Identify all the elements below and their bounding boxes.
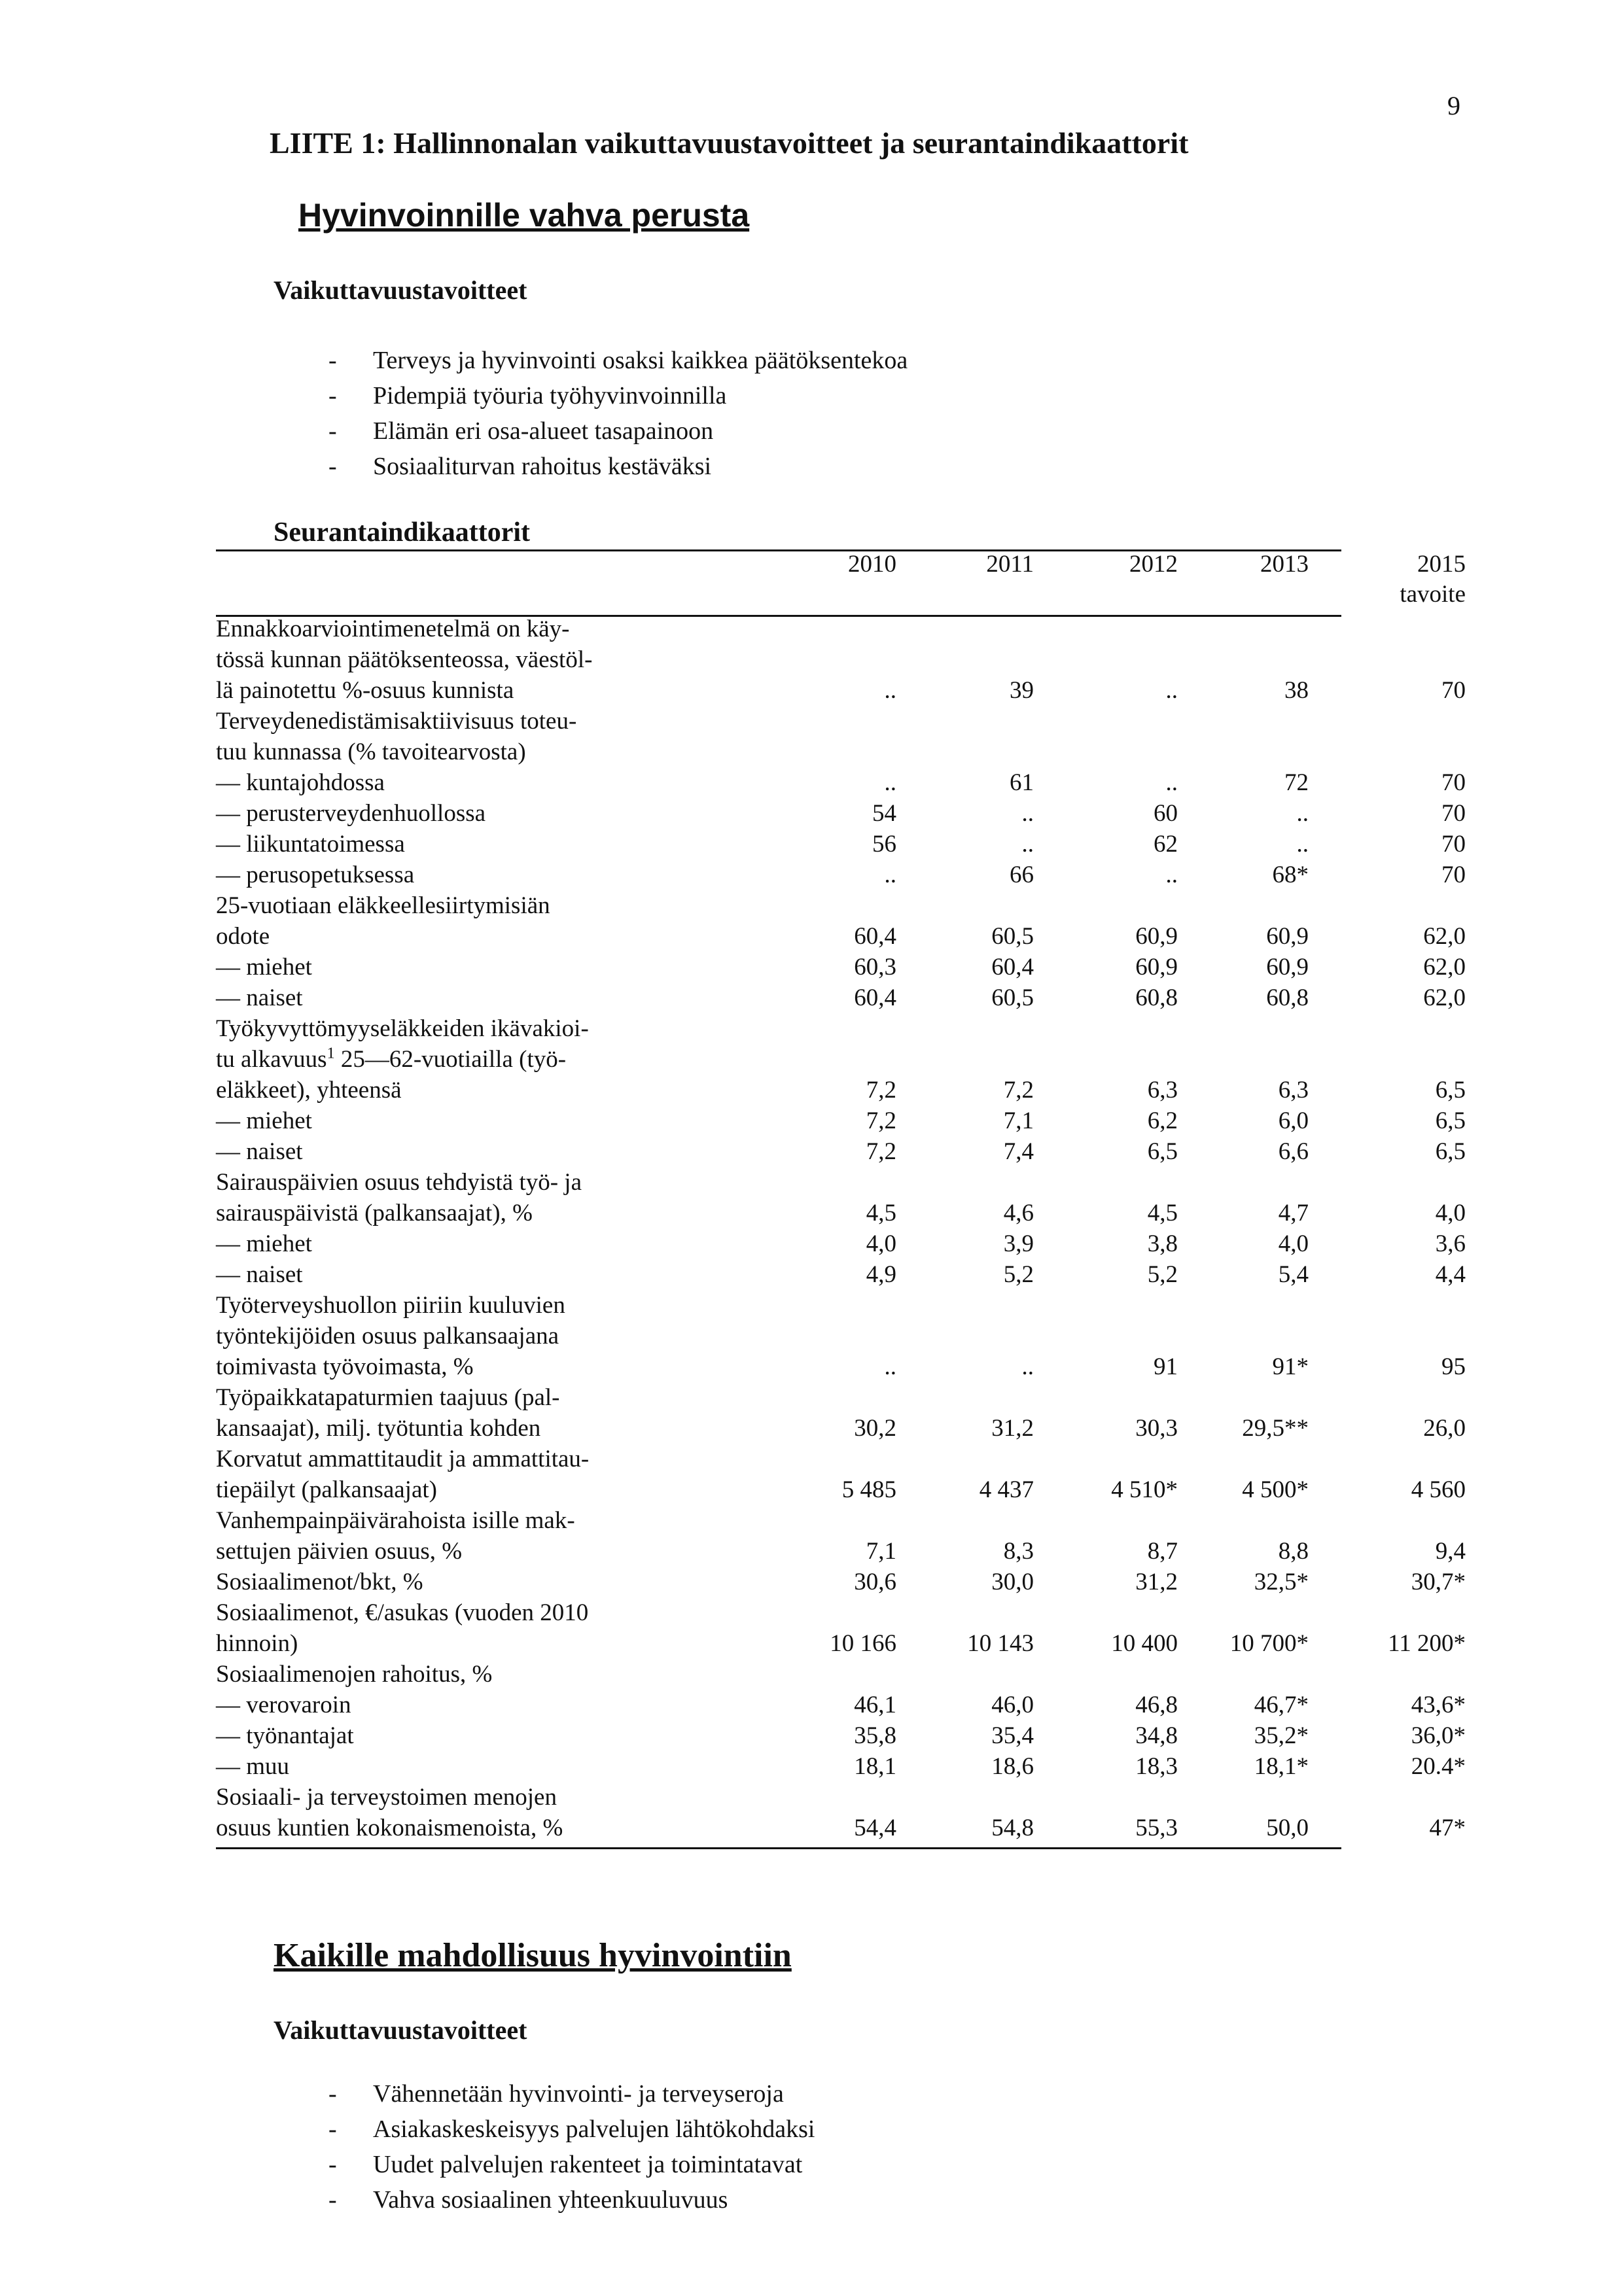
value-cell: 7,2: [866, 1077, 896, 1104]
value-cell: 46,7*: [1254, 1692, 1309, 1718]
value-cell: 4,0: [1435, 1200, 1466, 1226]
label-text: Terveydenedistämisaktiivisuus toteu-: [216, 708, 577, 735]
label-text: 25—62-vuotiailla (työ-: [334, 1046, 567, 1073]
value-cell: 5,4: [1278, 1261, 1309, 1288]
row-label-line: [216, 1228, 674, 1259]
value-cell: 35,4: [991, 1722, 1034, 1749]
goals-list-1: [328, 343, 908, 484]
row-label-line: [216, 1690, 674, 1720]
header-2012: 2012: [1129, 551, 1178, 578]
goal-text: Uudet palvelujen rakenteet ja toimintatavat: [373, 2151, 803, 2178]
value-cell: 70: [1441, 861, 1466, 888]
row-label: [216, 1105, 674, 1136]
goal-item: [328, 343, 908, 378]
row-label-line: [216, 737, 674, 767]
value-cell: 38: [1284, 677, 1309, 704]
value-cell: 7,4: [1003, 1138, 1034, 1165]
indicators-heading: Seurantaindikaattorit: [274, 517, 531, 548]
value-cell: 31,2: [991, 1415, 1034, 1442]
value-cell: ..: [1021, 1353, 1034, 1380]
table-row: [216, 1720, 1466, 1751]
row-label: [216, 1290, 674, 1382]
bullet-dash: -: [328, 2115, 337, 2143]
row-label: [216, 1382, 674, 1444]
value-cell: 8,7: [1147, 1538, 1178, 1565]
row-label-line: [216, 1321, 674, 1351]
label-text: hinnoin): [216, 1630, 298, 1657]
value-cell: 8,3: [1003, 1538, 1034, 1565]
goals-heading-2: Vaikuttavuustavoitteet: [274, 2015, 527, 2045]
table-row: [216, 1167, 1466, 1228]
label-text: osuus kuntien kokonaismenoista, %: [216, 1815, 563, 1841]
row-label-line: [216, 1474, 674, 1505]
value-cell: 6,6: [1278, 1138, 1309, 1165]
label-text: odote: [216, 923, 270, 950]
value-cell: 4,0: [1278, 1230, 1309, 1257]
value-cell: 56: [872, 831, 896, 858]
value-cell: 20.4*: [1411, 1753, 1466, 1780]
table-row: [216, 767, 1466, 798]
row-label: [216, 1659, 674, 1690]
value-cell: 10 400: [1111, 1630, 1178, 1657]
row-label-line: [216, 1720, 674, 1751]
value-cell: ..: [1296, 800, 1309, 827]
value-cell: 36,0*: [1411, 1722, 1466, 1749]
value-cell: 18,1*: [1254, 1753, 1309, 1780]
row-label: [216, 890, 674, 952]
row-label: [216, 1567, 674, 1597]
row-label: [216, 1782, 674, 1843]
value-cell: ..: [884, 677, 896, 704]
bullet-dash: -: [328, 347, 337, 374]
table-row: [216, 1013, 1466, 1105]
value-cell: 6,5: [1435, 1138, 1466, 1165]
row-label-line: [216, 1628, 674, 1659]
header-2011: 2011: [986, 551, 1034, 578]
label-text: Sosiaalimenojen rahoitus, %: [216, 1661, 493, 1688]
label-text: Sosiaalimenot/bkt, %: [216, 1569, 423, 1595]
row-label-line: [216, 1444, 674, 1474]
row-label: [216, 798, 674, 829]
value-cell: 70: [1441, 831, 1466, 858]
value-cell: 35,2*: [1254, 1722, 1309, 1749]
bullet-dash: -: [328, 417, 337, 445]
label-text: Sairauspäivien osuus tehdyistä työ- ja: [216, 1169, 582, 1196]
row-label-line: [216, 1597, 674, 1628]
value-cell: 60,5: [991, 984, 1034, 1011]
row-label-line: [216, 1044, 674, 1075]
value-cell: ..: [1021, 800, 1034, 827]
value-cell: ..: [1296, 831, 1309, 858]
section-heading-2: Kaikille mahdollisuus hyvinvointiin: [274, 1937, 792, 1974]
row-label-line: [216, 1290, 674, 1321]
row-label: [216, 1751, 674, 1782]
row-label: [216, 706, 674, 767]
label-text: Vanhempainpäivärahoista isille mak-: [216, 1507, 575, 1534]
value-cell: 39: [1010, 677, 1034, 704]
value-cell: 10 143: [967, 1630, 1034, 1657]
row-label-line: [216, 890, 674, 921]
value-cell: 9,4: [1435, 1538, 1466, 1565]
value-cell: 61: [1010, 769, 1034, 796]
row-label-line: [216, 706, 674, 737]
row-label: [216, 952, 674, 983]
value-cell: 29,5**: [1242, 1415, 1309, 1442]
label-text: tössä kunnan päätöksenteossa, väestöl-: [216, 646, 593, 673]
goals-list-2: [328, 2076, 815, 2218]
value-cell: 60,9: [1266, 954, 1309, 981]
value-cell: 60,9: [1135, 923, 1178, 950]
bullet-dash: -: [328, 453, 337, 480]
table-body: [216, 614, 1466, 1843]
table-row: [216, 890, 1466, 952]
value-cell: 18,6: [991, 1753, 1034, 1780]
row-label-line: [216, 1567, 674, 1597]
row-label: [216, 1597, 674, 1659]
value-cell: 60: [1154, 800, 1178, 827]
value-cell: 62,0: [1423, 923, 1466, 950]
page-title: LIITE 1: Hallinnonalan vaikuttavuustavoitteet ja seurantaindikaattorit: [270, 126, 1189, 160]
value-cell: 18,3: [1135, 1753, 1178, 1780]
label-text: — liikuntatoimessa: [216, 831, 405, 858]
table-row: [216, 829, 1466, 860]
value-cell: 10 700*: [1229, 1630, 1309, 1657]
value-cell: 62,0: [1423, 954, 1466, 981]
value-cell: 30,3: [1135, 1415, 1178, 1442]
table-header: [216, 549, 1466, 614]
row-label: [216, 614, 674, 706]
label-text: — miehet: [216, 1230, 312, 1257]
value-cell: 62: [1154, 831, 1178, 858]
label-text: toimivasta työvoimasta, %: [216, 1353, 474, 1380]
row-label: [216, 860, 674, 890]
value-cell: 4 500*: [1242, 1476, 1309, 1503]
row-label-line: [216, 1013, 674, 1044]
label-text: — muu: [216, 1753, 290, 1780]
goal-text: Pidempiä työuria työhyvinvoinnilla: [373, 382, 727, 409]
value-cell: ..: [884, 1353, 896, 1380]
row-label: [216, 1228, 674, 1259]
footnote-marker: 1: [327, 1045, 335, 1062]
value-cell: 6,5: [1435, 1077, 1466, 1104]
value-cell: 7,2: [866, 1107, 896, 1134]
row-label: [216, 1690, 674, 1720]
value-cell: 55,3: [1135, 1815, 1178, 1841]
row-label-line: [216, 1536, 674, 1567]
table-row: [216, 1597, 1466, 1659]
value-cell: 11 200*: [1388, 1630, 1466, 1657]
goal-item: [328, 2182, 815, 2218]
value-cell: 4 437: [979, 1476, 1034, 1503]
goal-text: Vähennetään hyvinvointi- ja terveyseroja: [373, 2080, 784, 2108]
value-cell: 6,3: [1147, 1077, 1178, 1104]
row-label: [216, 1720, 674, 1751]
value-cell: ..: [1165, 861, 1178, 888]
label-text: — kuntajohdossa: [216, 769, 385, 796]
row-label: [216, 1136, 674, 1167]
label-text: — naiset: [216, 1261, 303, 1288]
goal-item: [328, 2147, 815, 2182]
label-text: Korvatut ammattitaudit ja ammattitau-: [216, 1446, 590, 1472]
table-row: [216, 1567, 1466, 1597]
row-label-line: [216, 675, 674, 706]
value-cell: 4,9: [866, 1261, 896, 1288]
value-cell: 6,5: [1435, 1107, 1466, 1134]
table-row: [216, 1136, 1466, 1167]
value-cell: 60,8: [1135, 984, 1178, 1011]
value-cell: ..: [1165, 769, 1178, 796]
label-text: eläkkeet), yhteensä: [216, 1077, 402, 1104]
value-cell: 91*: [1272, 1353, 1309, 1380]
value-cell: 60,3: [854, 954, 896, 981]
value-cell: 5,2: [1003, 1261, 1034, 1288]
value-cell: 46,8: [1135, 1692, 1178, 1718]
value-cell: 6,2: [1147, 1107, 1178, 1134]
value-cell: 70: [1441, 800, 1466, 827]
goal-text: Vahva sosiaalinen yhteenkuuluvuus: [373, 2186, 728, 2214]
value-cell: 4,6: [1003, 1200, 1034, 1226]
value-cell: 54,8: [991, 1815, 1034, 1841]
row-label-line: [216, 829, 674, 860]
label-text: tuu kunnassa (% tavoitearvosta): [216, 739, 526, 765]
indicator-table: [216, 549, 1466, 1843]
label-text: tu alkavuus: [216, 1046, 327, 1073]
value-cell: 5 485: [841, 1476, 896, 1503]
row-label-line: [216, 1505, 674, 1536]
value-cell: 34,8: [1135, 1722, 1178, 1749]
row-label-line: [216, 1136, 674, 1167]
value-cell: 60,4: [854, 923, 896, 950]
table-row: [216, 1690, 1466, 1720]
table-row: [216, 1505, 1466, 1567]
label-text: settujen päivien osuus, %: [216, 1538, 463, 1565]
table-row: [216, 1782, 1466, 1843]
goal-text: Elämän eri osa-alueet tasapainoon: [373, 417, 714, 445]
table-row: [216, 614, 1466, 706]
value-cell: 4,7: [1278, 1200, 1309, 1226]
row-label-line: [216, 767, 674, 798]
value-cell: 60,8: [1266, 984, 1309, 1011]
goals-heading-1: Vaikuttavuustavoitteet: [274, 275, 527, 305]
table-row: [216, 860, 1466, 890]
row-label-line: [216, 1413, 674, 1444]
value-cell: ..: [1165, 677, 1178, 704]
label-text: tiepäilyt (palkansaajat): [216, 1476, 437, 1503]
value-cell: 30,0: [991, 1569, 1034, 1595]
value-cell: 54: [872, 800, 896, 827]
goal-item: [328, 2112, 815, 2147]
label-text: — miehet: [216, 954, 312, 981]
label-text: — perusopetuksessa: [216, 861, 415, 888]
value-cell: 46,1: [854, 1692, 896, 1718]
page-number: 9: [1447, 91, 1460, 120]
row-label-line: [216, 1105, 674, 1136]
row-label-line: [216, 1782, 674, 1813]
value-cell: ..: [1021, 831, 1034, 858]
row-label-line: [216, 1351, 674, 1382]
value-cell: 60,4: [854, 984, 896, 1011]
value-cell: 7,1: [866, 1538, 896, 1565]
value-cell: 4,0: [866, 1230, 896, 1257]
label-text: — verovaroin: [216, 1692, 351, 1718]
label-text: — naiset: [216, 1138, 303, 1165]
table-row: [216, 1105, 1466, 1136]
value-cell: 7,2: [866, 1138, 896, 1165]
value-cell: 30,2: [854, 1415, 896, 1442]
value-cell: 35,8: [854, 1722, 896, 1749]
value-cell: 5,2: [1147, 1261, 1178, 1288]
value-cell: 6,5: [1147, 1138, 1178, 1165]
value-cell: 18,1: [854, 1753, 896, 1780]
table-row: [216, 798, 1466, 829]
value-cell: 60,5: [991, 923, 1034, 950]
goal-text: Sosiaaliturvan rahoitus kestäväksi: [373, 453, 712, 480]
row-label-line: [216, 614, 674, 644]
label-text: Työpaikkatapaturmien taajuus (pal-: [216, 1384, 560, 1411]
value-cell: 4 510*: [1111, 1476, 1178, 1503]
value-cell: 68*: [1272, 861, 1309, 888]
row-label: [216, 767, 674, 798]
value-cell: 60,4: [991, 954, 1034, 981]
row-label-line: [216, 1198, 674, 1228]
value-cell: 26,0: [1423, 1415, 1466, 1442]
value-cell: 4,4: [1435, 1261, 1466, 1288]
table-row: [216, 1751, 1466, 1782]
header-target: tavoite: [1400, 581, 1466, 608]
table-row: [216, 706, 1341, 767]
value-cell: 7,1: [1003, 1107, 1034, 1134]
value-cell: 3,6: [1435, 1230, 1466, 1257]
value-cell: 66: [1010, 861, 1034, 888]
label-text: — miehet: [216, 1107, 312, 1134]
value-cell: 10 166: [830, 1630, 896, 1657]
value-cell: 91: [1154, 1353, 1178, 1380]
value-cell: 6,3: [1278, 1077, 1309, 1104]
row-label: [216, 1505, 674, 1567]
row-label: [216, 1013, 674, 1105]
value-cell: 46,0: [991, 1692, 1034, 1718]
value-cell: 4,5: [866, 1200, 896, 1226]
value-cell: 32,5*: [1254, 1569, 1309, 1595]
value-cell: 43,6*: [1411, 1692, 1466, 1718]
label-text: 25-vuotiaan eläkkeellesiirtymisiän: [216, 892, 550, 919]
value-cell: 50,0: [1266, 1815, 1309, 1841]
value-cell: 70: [1441, 677, 1466, 704]
goal-item: [328, 413, 908, 449]
section-heading-1: Hyvinvoinnille vahva perusta: [298, 197, 750, 234]
row-label: [216, 829, 674, 860]
goal-item: [328, 2076, 815, 2112]
value-cell: 30,6: [854, 1569, 896, 1595]
value-cell: ..: [884, 861, 896, 888]
table-row: [216, 1228, 1466, 1259]
value-cell: 47*: [1429, 1815, 1466, 1841]
row-label-line: [216, 1659, 674, 1690]
label-text: — naiset: [216, 984, 303, 1011]
label-text: Työkyvyttömyyseläkkeiden ikävakioi-: [216, 1015, 589, 1042]
table-row: [216, 1382, 1466, 1444]
table-row: [216, 1290, 1466, 1382]
goal-item: [328, 378, 908, 413]
bullet-dash: -: [328, 382, 337, 409]
table-row: [216, 1659, 1341, 1690]
label-text: Työterveyshuollon piiriin kuuluvien: [216, 1292, 565, 1319]
header-2015: 2015: [1417, 551, 1466, 578]
value-cell: 8,8: [1278, 1538, 1309, 1565]
table-bottom-rule: [216, 1847, 1341, 1849]
goal-item: [328, 449, 908, 484]
header-2013: 2013: [1260, 551, 1309, 578]
value-cell: 3,8: [1147, 1230, 1178, 1257]
bullet-dash: -: [328, 2151, 337, 2178]
row-label-line: [216, 1259, 674, 1290]
row-label-line: [216, 860, 674, 890]
label-text: Sosiaali- ja terveystoimen menojen: [216, 1784, 557, 1811]
bullet-dash: -: [328, 2080, 337, 2108]
row-label-line: [216, 1167, 674, 1198]
row-label-line: [216, 983, 674, 1013]
value-cell: ..: [884, 769, 896, 796]
row-label: [216, 1259, 674, 1290]
value-cell: 60,9: [1266, 923, 1309, 950]
value-cell: 70: [1441, 769, 1466, 796]
table-row: [216, 952, 1466, 983]
value-cell: 62,0: [1423, 984, 1466, 1011]
row-label: [216, 1167, 674, 1228]
value-cell: 6,0: [1278, 1107, 1309, 1134]
row-label-line: [216, 798, 674, 829]
label-text: lä painotettu %-osuus kunnista: [216, 677, 514, 704]
row-label: [216, 983, 674, 1013]
value-cell: 7,2: [1003, 1077, 1034, 1104]
label-text: Ennakkoarviointimenetelmä on käy-: [216, 616, 570, 642]
table-row: [216, 983, 1466, 1013]
bullet-dash: -: [328, 2186, 337, 2214]
value-cell: 54,4: [854, 1815, 896, 1841]
value-cell: 60,9: [1135, 954, 1178, 981]
row-label-line: [216, 644, 674, 675]
row-label-line: [216, 1813, 674, 1843]
table-row: [216, 1259, 1466, 1290]
row-label-line: [216, 1751, 674, 1782]
label-text: kansaajat), milj. työtuntia kohden: [216, 1415, 541, 1442]
table-row: [216, 1444, 1466, 1505]
row-label: [216, 1444, 674, 1505]
goal-text: Asiakaskeskeisyys palvelujen lähtökohdaksi: [373, 2115, 815, 2143]
goal-text: Terveys ja hyvinvointi osaksi kaikkea päätöksentekoa: [373, 347, 908, 374]
value-cell: 95: [1441, 1353, 1466, 1380]
row-label-line: [216, 1075, 674, 1105]
value-cell: 4 560: [1411, 1476, 1466, 1503]
label-text: sairauspäivistä (palkansaajat), %: [216, 1200, 533, 1226]
row-label-line: [216, 952, 674, 983]
row-label-line: [216, 921, 674, 952]
row-label-line: [216, 1382, 674, 1413]
value-cell: 72: [1284, 769, 1309, 796]
value-cell: 4,5: [1147, 1200, 1178, 1226]
value-cell: 31,2: [1135, 1569, 1178, 1595]
value-cell: 30,7*: [1411, 1569, 1466, 1595]
label-text: — perusterveydenhuollossa: [216, 800, 486, 827]
header-2010: 2010: [848, 551, 896, 578]
value-cell: 3,9: [1003, 1230, 1034, 1257]
label-text: — työnantajat: [216, 1722, 354, 1749]
label-text: Sosiaalimenot, €/asukas (vuoden 2010: [216, 1599, 589, 1626]
label-text: työntekijöiden osuus palkansaajana: [216, 1323, 559, 1349]
